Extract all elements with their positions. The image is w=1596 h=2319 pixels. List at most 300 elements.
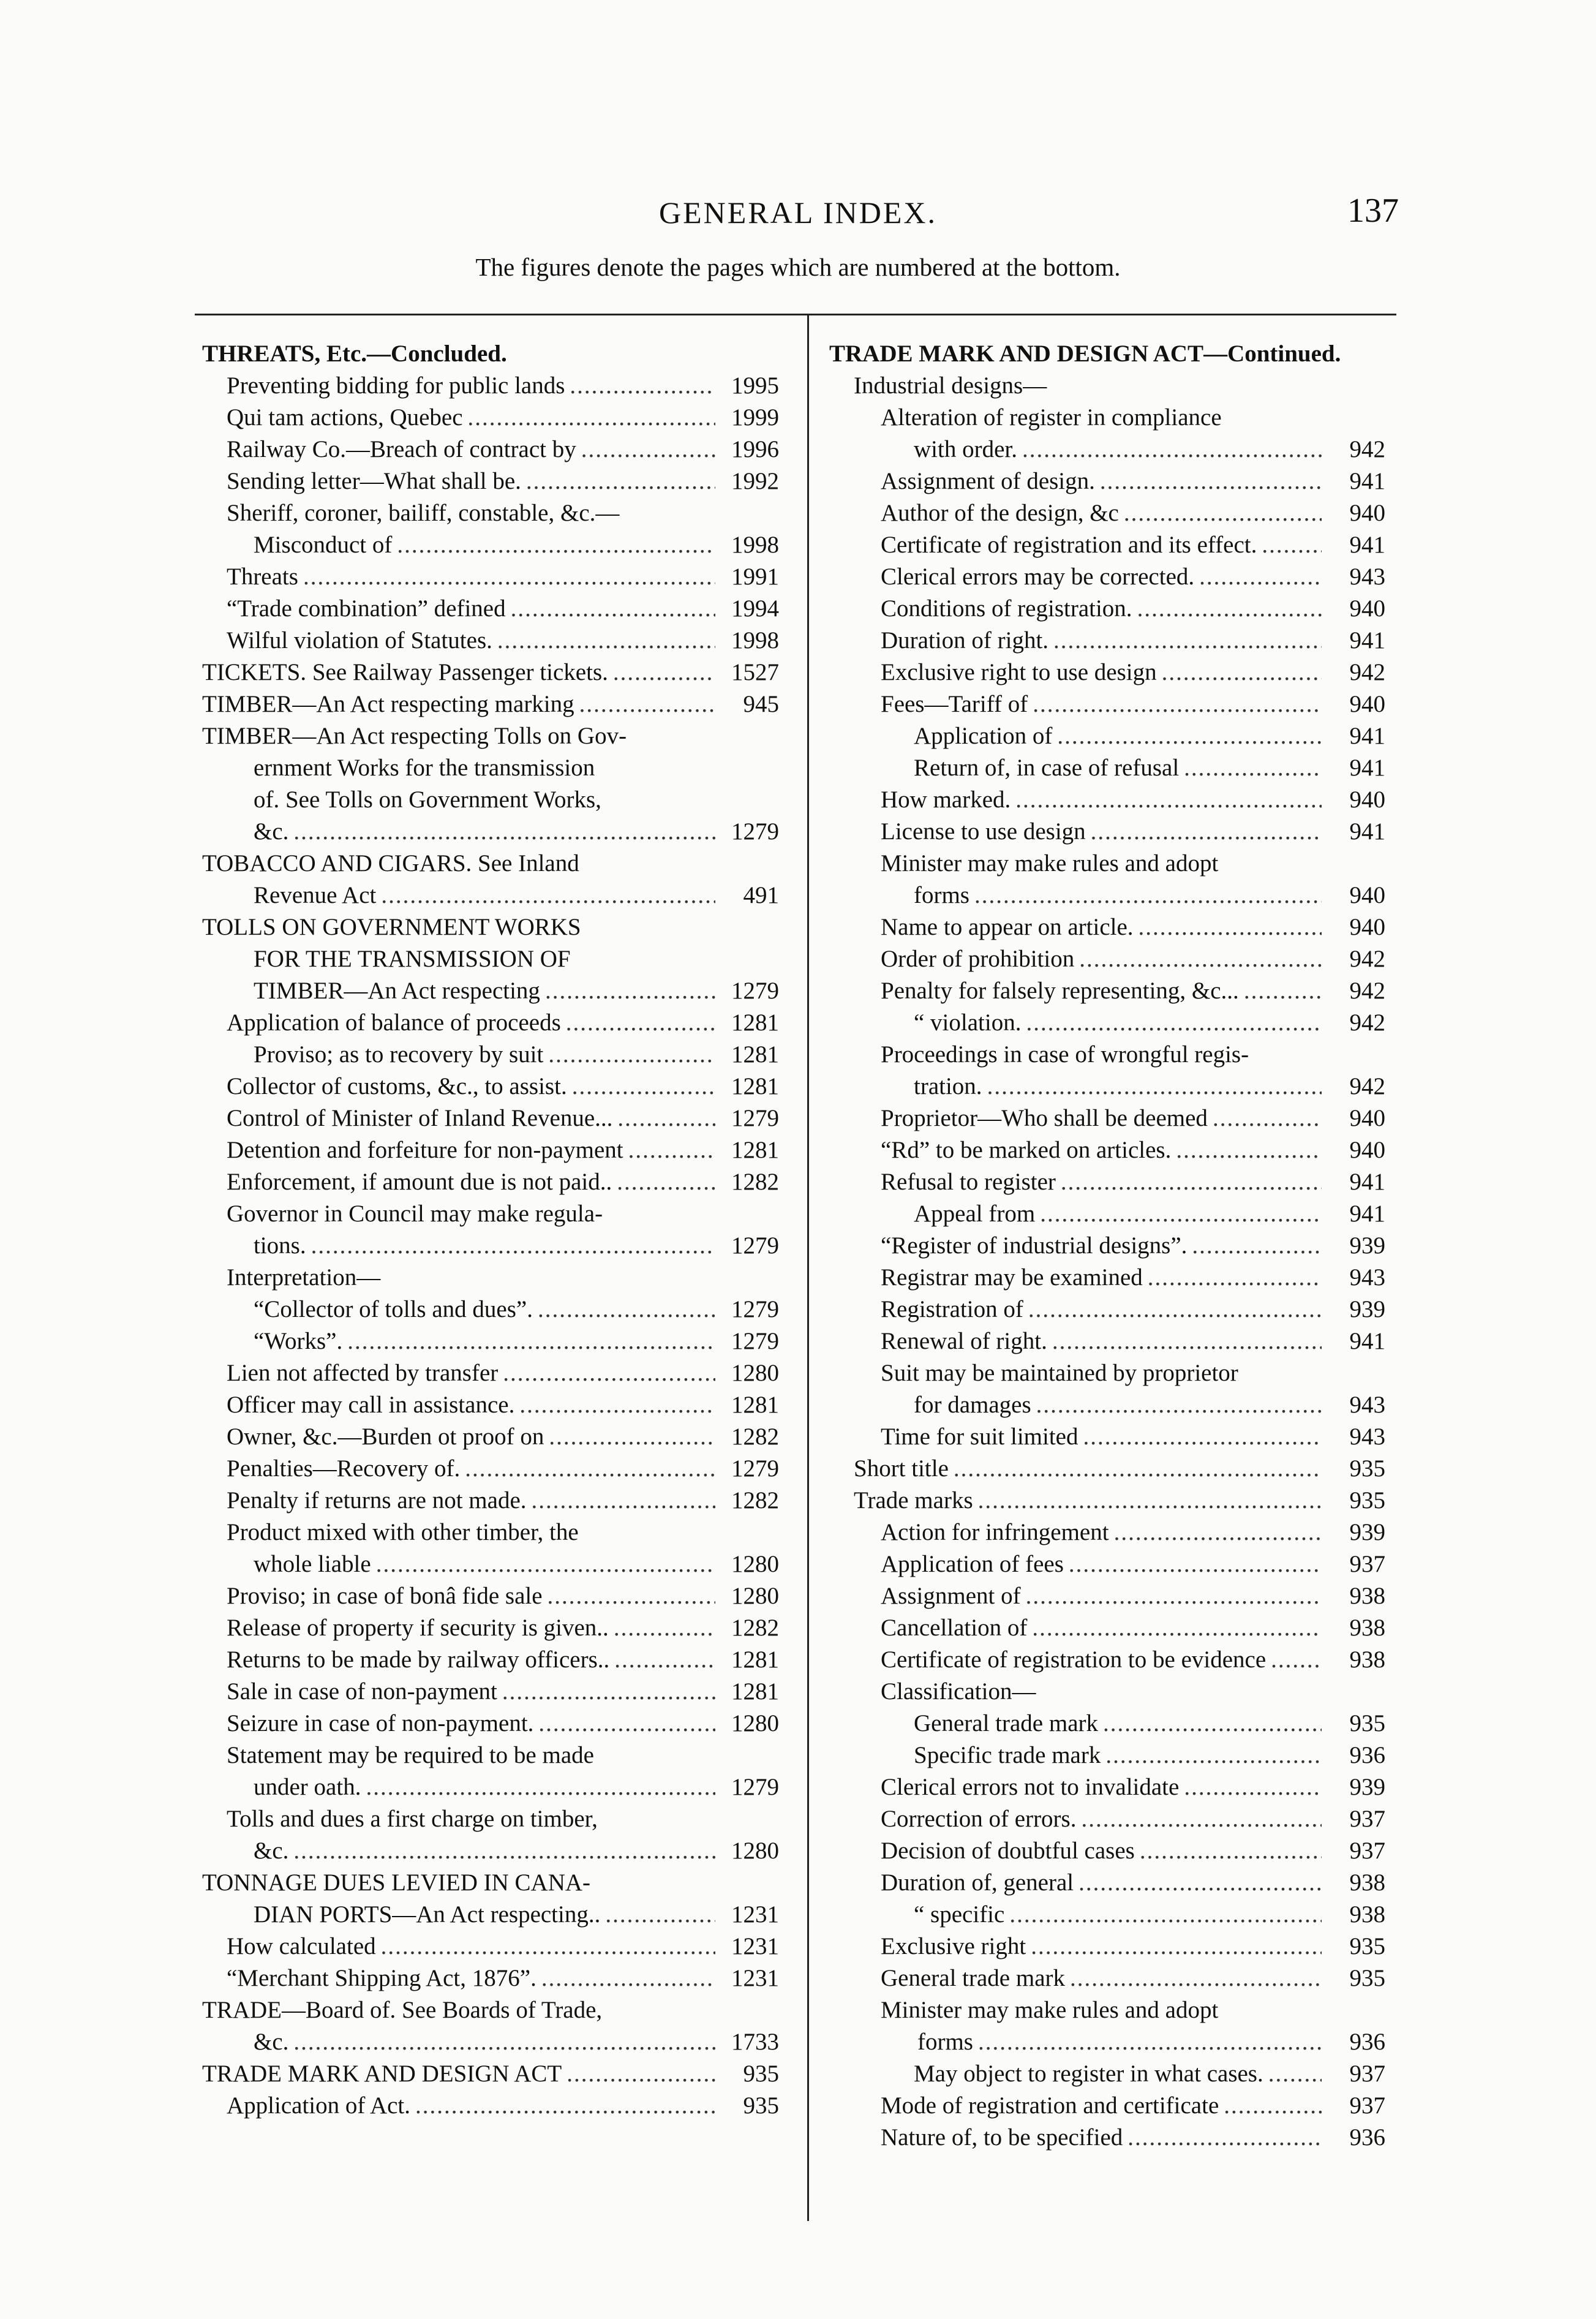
index-entry [829, 752, 1385, 784]
column-divider [807, 315, 809, 2221]
index-entry [202, 1103, 779, 1134]
entry-text: Qui tam actions, Quebec [227, 404, 463, 431]
entry-text: “Collector of tolls and dues”. [254, 1296, 533, 1322]
page-ref: 1282 [731, 1423, 779, 1450]
entry-text: TRADE—Board of. See Boards of Trade, [202, 1997, 603, 2023]
entry-text: under oath. [254, 1774, 361, 1800]
page-ref: 1992 [731, 468, 779, 494]
index-entry [202, 1548, 779, 1580]
index-entry [829, 1548, 1385, 1580]
dot-leader [987, 1071, 1322, 1103]
page-ref: 943 [1349, 1392, 1385, 1418]
page-ref: 938 [1349, 1615, 1385, 1641]
index-entry [829, 911, 1385, 943]
entry-text: Fees—Tariff of [881, 691, 1028, 717]
index-entry [202, 657, 779, 688]
index-entry [202, 466, 779, 497]
dot-leader [1224, 2090, 1322, 2122]
page-ref: 935 [1349, 1487, 1385, 1514]
entry-text: “Rd” to be marked on articles. [881, 1137, 1172, 1163]
entry-text: Certificate of registration and its effect. [881, 532, 1257, 558]
index-entry [202, 561, 779, 593]
entry-text: Industrial designs— [854, 372, 1047, 399]
index-entry [202, 1039, 779, 1071]
entry-text: TRADE MARK AND DESIGN ACT [202, 2061, 562, 2087]
index-entry [829, 1071, 1385, 1103]
page-subtitle: The figures denote the pages which are numbered at the bottom. [475, 253, 1121, 281]
entry-text: Duration of right. [881, 627, 1049, 654]
page-ref: 1279 [731, 1774, 779, 1800]
page-ref: 943 [1349, 1423, 1385, 1450]
entry-text: of. See Tolls on Government Works, [254, 786, 601, 813]
page-ref: 1281 [731, 1009, 779, 1036]
index-entry [202, 2026, 779, 2058]
entry-text: Proviso; in case of bonâ fide sale [227, 1583, 543, 1609]
dot-leader [1026, 1580, 1322, 1612]
page-ref: 941 [1349, 818, 1385, 845]
entry-text: Tolls and dues a first charge on timber, [227, 1806, 598, 1832]
entry-text: How marked. [881, 786, 1011, 813]
dot-leader [545, 975, 715, 1007]
index-entry [829, 1644, 1385, 1676]
entry-text: General trade mark [914, 1710, 1098, 1736]
dot-leader [1103, 1708, 1322, 1740]
dot-leader [549, 1421, 715, 1453]
index-entry [829, 1676, 1385, 1708]
entry-text: Minister may make rules and adopt [881, 1997, 1219, 2023]
entry-text: whole liable [254, 1551, 371, 1577]
dot-leader [1192, 1230, 1322, 1262]
entry-text: Revenue Act [254, 882, 377, 908]
page-ref: 1527 [731, 659, 779, 685]
dot-leader [1081, 1803, 1322, 1835]
page-ref: 1280 [731, 1360, 779, 1386]
dot-leader [1022, 434, 1322, 466]
dot-leader [1069, 1548, 1322, 1580]
index-entry [829, 1867, 1385, 1899]
page-ref: 938 [1349, 1901, 1385, 1928]
entry-text: Classification— [881, 1678, 1036, 1705]
dot-leader [978, 2026, 1322, 2058]
page-ref: 941 [1349, 1201, 1385, 1227]
page-ref: 937 [1349, 1838, 1385, 1864]
index-entry [829, 848, 1385, 880]
dot-leader [415, 2090, 715, 2122]
entry-text: Penalties—Recovery of. [227, 1455, 461, 1482]
index-entry [829, 625, 1385, 657]
index-entry [202, 1771, 779, 1803]
index-entry [829, 593, 1385, 625]
index-column-right [829, 338, 1385, 2154]
entry-text: May object to register in what cases. [914, 2061, 1263, 2087]
page-ref: 1994 [731, 595, 779, 622]
index-entry [829, 784, 1385, 816]
page-ref: 942 [1349, 659, 1385, 685]
dot-leader [1140, 1835, 1322, 1867]
dot-leader [1105, 1740, 1322, 1771]
dot-leader [1176, 1134, 1322, 1166]
index-entry [202, 784, 779, 816]
dot-leader [605, 1899, 715, 1931]
index-entry [829, 2026, 1385, 2058]
entry-text: Interpretation— [227, 1264, 381, 1291]
page-ref: 935 [1349, 1455, 1385, 1482]
index-entry [829, 434, 1385, 466]
entry-text: “Register of industrial designs”. [881, 1232, 1188, 1259]
page-ref: 1281 [731, 1646, 779, 1673]
dot-leader [532, 1485, 716, 1517]
page-ref: 940 [1349, 691, 1385, 717]
index-entry [829, 370, 1385, 402]
dot-leader [1070, 1963, 1322, 1994]
index-entry [202, 816, 779, 848]
dot-leader [954, 1453, 1322, 1485]
index-entry [202, 1580, 779, 1612]
page-ref: 1279 [731, 1232, 779, 1259]
index-entry [829, 1421, 1385, 1453]
index-entry [829, 2122, 1385, 2154]
page-ref: 936 [1349, 1742, 1385, 1768]
entry-text: Refusal to register [881, 1169, 1056, 1195]
entry-text: Governor in Council may make regula- [227, 1201, 603, 1227]
dot-leader [1244, 975, 1322, 1007]
page-ref: 942 [1349, 978, 1385, 1004]
index-entry [829, 1294, 1385, 1325]
entry-text: tration. [914, 1073, 982, 1099]
entry-text: Correction of errors. [881, 1806, 1077, 1832]
entry-text: Detention and forfeiture for non-payment [227, 1137, 623, 1163]
index-entry [202, 1262, 779, 1294]
dot-leader [1032, 1612, 1322, 1644]
index-entry [829, 1007, 1385, 1039]
index-entry [202, 752, 779, 784]
index-entry [202, 975, 779, 1007]
index-entry [829, 1803, 1385, 1835]
entry-text: Wilful violation of Statutes. [227, 627, 492, 654]
index-entry [202, 402, 779, 434]
index-entry [202, 1994, 779, 2026]
entry-text: Preventing bidding for public lands [227, 372, 565, 399]
entry-text: FOR THE TRANSMISSION OF [254, 946, 571, 972]
index-entry [202, 943, 779, 975]
dot-leader [502, 1676, 715, 1708]
index-entry [202, 1517, 779, 1548]
dot-leader [465, 1453, 715, 1485]
entry-text: ernment Works for the transmission [254, 755, 595, 781]
dot-leader [376, 1548, 715, 1580]
index-entry [829, 402, 1385, 434]
entry-text: TIMBER—An Act respecting marking [202, 691, 574, 717]
dot-leader [1148, 1262, 1322, 1294]
dot-leader [1184, 1771, 1322, 1803]
dot-leader [347, 1325, 715, 1357]
index-entry [829, 720, 1385, 752]
index-entry [202, 1644, 779, 1676]
dot-leader [567, 2058, 715, 2090]
page-ref: 491 [743, 882, 779, 908]
dot-leader [566, 1007, 715, 1039]
entry-text: Exclusive right [881, 1933, 1026, 1959]
index-entry [202, 370, 779, 402]
entry-text: Decision of doubtful cases [881, 1838, 1135, 1864]
page-ref: 1280 [731, 1551, 779, 1577]
entry-text: Enforcement, if amount due is not paid.. [227, 1169, 612, 1195]
index-entry [202, 1835, 779, 1867]
page-ref: 943 [1349, 564, 1385, 590]
entry-text: Nature of, to be specified [881, 2124, 1123, 2151]
entry-text: Product mixed with other timber, the [227, 1519, 579, 1545]
index-entry [829, 1453, 1385, 1485]
index-entry [829, 1612, 1385, 1644]
entry-text: &c. [254, 1838, 289, 1864]
dot-leader [1033, 688, 1322, 720]
dot-leader [614, 1644, 715, 1676]
index-entry [829, 2058, 1385, 2090]
index-entry [829, 1103, 1385, 1134]
entry-text: Order of prohibition [881, 946, 1075, 972]
page-ref: 1996 [731, 436, 779, 462]
entry-text: Suit may be maintained by proprietor [881, 1360, 1238, 1386]
index-entry [829, 466, 1385, 497]
page-ref: 1279 [731, 1105, 779, 1131]
entry-text: Name to appear on article. [881, 914, 1134, 940]
dot-leader [1079, 943, 1322, 975]
index-entry [202, 529, 779, 561]
page-ref: 945 [743, 691, 779, 717]
dot-leader [1124, 497, 1322, 529]
entry-text: Seizure in case of non-payment. [227, 1710, 534, 1736]
dot-leader [572, 1071, 715, 1103]
dot-leader [541, 1963, 715, 1994]
entry-text: Action for infringement [881, 1519, 1109, 1545]
index-entry [829, 338, 1385, 370]
index-entry [829, 1517, 1385, 1548]
entry-text: forms [917, 2029, 973, 2055]
entry-text: Railway Co.—Breach of contract by [227, 436, 576, 462]
dot-leader [293, 1835, 715, 1867]
dot-leader [1040, 1198, 1322, 1230]
page-ref: 940 [1349, 882, 1385, 908]
page-number: 137 [1347, 192, 1399, 230]
index-entry [829, 1931, 1385, 1963]
entry-text: Renewal of right. [881, 1328, 1047, 1354]
index-entry [202, 2058, 779, 2090]
entry-text: Application of Act. [227, 2092, 411, 2119]
dot-leader [548, 1580, 715, 1612]
page-ref: 937 [1349, 1551, 1385, 1577]
entry-text: Sheriff, coroner, bailiff, constable, &c.— [227, 500, 620, 526]
page-ref: 1281 [731, 1678, 779, 1705]
page-ref: 1279 [731, 1328, 779, 1354]
index-column-left [202, 338, 779, 2122]
entry-text: &c. [254, 818, 289, 845]
page-ref: 936 [1349, 2029, 1385, 2055]
index-entry [829, 1771, 1385, 1803]
entry-text: Certificate of registration to be evidence [881, 1646, 1267, 1673]
dot-leader [1162, 657, 1322, 688]
entry-text: TOBACCO AND CIGARS. See Inland [202, 850, 579, 877]
entry-text: Collector of customs, &c., to assist. [227, 1073, 567, 1099]
entry-text: Proviso; as to recovery by suit [254, 1041, 544, 1068]
page-ref: 937 [1349, 2092, 1385, 2119]
dot-leader [397, 529, 715, 561]
dot-leader [1091, 816, 1322, 848]
page-ref: 941 [1349, 1169, 1385, 1195]
dot-leader [303, 561, 715, 593]
entry-text: Threats [227, 564, 298, 590]
dot-leader [1052, 1325, 1322, 1357]
index-entry [202, 2090, 779, 2122]
page-ref: 1231 [731, 1901, 779, 1928]
index-entry [829, 1230, 1385, 1262]
dot-leader [538, 1708, 715, 1740]
index-entry [202, 720, 779, 752]
entry-text: Lien not affected by transfer [227, 1360, 499, 1386]
page-ref: 938 [1349, 1583, 1385, 1609]
entry-text: for damages [914, 1392, 1031, 1418]
dot-leader [617, 1166, 715, 1198]
page-ref: 1282 [731, 1487, 779, 1514]
entry-text: Specific trade mark [914, 1742, 1101, 1768]
entry-text: Officer may call in assistance. [227, 1392, 515, 1418]
entry-text: Sending letter—What shall be. [227, 468, 521, 494]
entry-text: forms [914, 882, 969, 908]
entry-text: Misconduct of [254, 532, 393, 558]
page-ref: 939 [1349, 1774, 1385, 1800]
index-entry [202, 1421, 779, 1453]
entry-text: Mode of registration and certificate [881, 2092, 1219, 2119]
page-ref: 1231 [731, 1933, 779, 1959]
index-entry [829, 529, 1385, 561]
index-entry [829, 1485, 1385, 1517]
page-ref: 1995 [731, 372, 779, 399]
index-entry [202, 1708, 779, 1740]
entry-text: General trade mark [881, 1965, 1065, 1991]
dot-leader [1061, 1166, 1322, 1198]
entry-text: DIAN PORTS—An Act respecting.. [254, 1901, 601, 1928]
dot-leader [1139, 911, 1322, 943]
dot-leader [1057, 720, 1322, 752]
index-entry [202, 1198, 779, 1230]
index-entry [202, 338, 779, 370]
index-entry [202, 434, 779, 466]
dot-leader [468, 402, 715, 434]
entry-text: with order. [914, 436, 1017, 462]
index-entry [829, 975, 1385, 1007]
entry-text: Conditions of registration. [881, 595, 1132, 622]
index-entry [202, 1325, 779, 1357]
index-entry [829, 1963, 1385, 1994]
index-entry [829, 1899, 1385, 1931]
entry-text: “ violation. [914, 1009, 1022, 1036]
entry-text: “Works”. [254, 1328, 343, 1354]
entry-text: Assignment of design. [881, 468, 1095, 494]
page-ref: 942 [1349, 946, 1385, 972]
entry-text: TIMBER—An Act respecting [254, 978, 540, 1004]
entry-text: Proprietor—Who shall be deemed [881, 1105, 1208, 1131]
index-entry [202, 1389, 779, 1421]
index-entry [202, 911, 779, 943]
index-entry [202, 1007, 779, 1039]
entry-text: Duration of, general [881, 1869, 1074, 1896]
page-ref: 1279 [731, 978, 779, 1004]
entry-text: Short title [854, 1455, 949, 1482]
entry-text: Cancellation of [881, 1615, 1028, 1641]
dot-leader [1268, 2058, 1322, 2090]
index-entry [829, 2090, 1385, 2122]
index-entry [829, 1994, 1385, 2026]
index-entry [202, 848, 779, 880]
dot-leader [570, 370, 715, 402]
entry-text: Application of [914, 723, 1053, 749]
index-entry [202, 1612, 779, 1644]
entry-text: TICKETS. See Railway Passenger tickets. [202, 659, 608, 685]
index-entry [202, 625, 779, 657]
entry-text: Penalty for falsely representing, &c... [881, 978, 1239, 1004]
index-entry [829, 943, 1385, 975]
dot-leader [293, 816, 715, 848]
page-title: GENERAL INDEX. [659, 195, 937, 230]
dot-leader [1083, 1421, 1322, 1453]
entry-text: How calculated [227, 1933, 376, 1959]
entry-text: “ specific [914, 1901, 1005, 1928]
page-ref: 940 [1349, 786, 1385, 813]
header-rule [195, 314, 1396, 315]
dot-leader [526, 466, 715, 497]
entry-text: Appeal from [914, 1201, 1036, 1227]
index-entry [202, 1230, 779, 1262]
dot-leader [1015, 784, 1322, 816]
dot-leader [581, 434, 715, 466]
index-entry [829, 1580, 1385, 1612]
dot-leader [617, 1103, 715, 1134]
page-ref: 938 [1349, 1869, 1385, 1896]
entry-text: Statement may be required to be made [227, 1742, 594, 1768]
page-ref: 1282 [731, 1169, 779, 1195]
entry-text: Penalty if returns are not made. [227, 1487, 527, 1514]
entry-text: Time for suit limited [881, 1423, 1078, 1450]
index-entry [202, 1071, 779, 1103]
index-entry [829, 1740, 1385, 1771]
page-ref: 939 [1349, 1296, 1385, 1322]
dot-leader [381, 1931, 715, 1963]
entry-text: TRADE MARK AND DESIGN ACT—Continued. [829, 341, 1341, 367]
dot-leader [614, 1612, 715, 1644]
dot-leader [579, 688, 715, 720]
page-ref: 942 [1349, 436, 1385, 462]
index-entry [202, 1294, 779, 1325]
entry-text: Minister may make rules and adopt [881, 850, 1219, 877]
dot-leader [1137, 593, 1322, 625]
page-ref: 1280 [731, 1583, 779, 1609]
index-entry [829, 1262, 1385, 1294]
dot-leader [366, 1771, 715, 1803]
index-entry [829, 1389, 1385, 1421]
page-ref: 941 [1349, 532, 1385, 558]
dot-leader [1036, 1389, 1322, 1421]
dot-leader [497, 625, 715, 657]
page-ref: 1998 [731, 532, 779, 558]
entry-text: TIMBER—An Act respecting Tolls on Gov- [202, 723, 627, 749]
page-ref: 941 [1349, 1328, 1385, 1354]
index-entry [202, 1166, 779, 1198]
entry-text: Control of Minister of Inland Revenue... [227, 1105, 613, 1131]
page-ref: 1281 [731, 1392, 779, 1418]
page-ref: 940 [1349, 1137, 1385, 1163]
index-entry [202, 688, 779, 720]
entry-text: Proceedings in case of wrongful regis- [881, 1041, 1249, 1068]
entry-text: Returns to be made by railway officers.. [227, 1646, 610, 1673]
